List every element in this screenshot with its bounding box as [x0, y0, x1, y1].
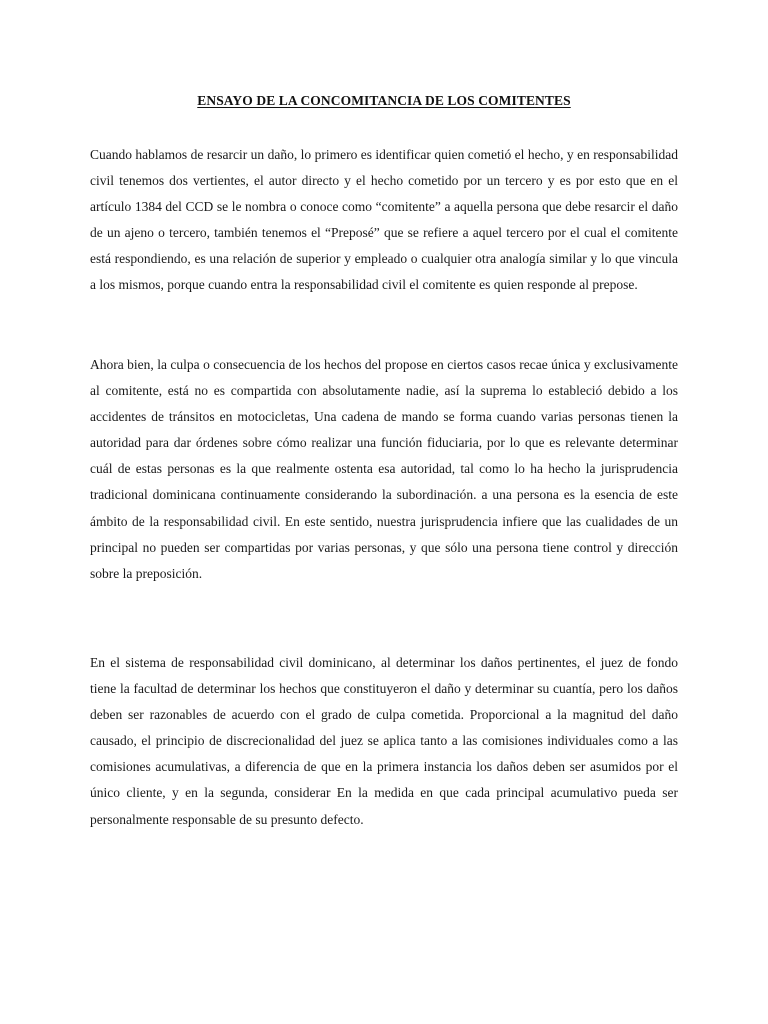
- paragraph-3: En el sistema de responsabilidad civil dominicano, al determinar los daños pertinentes, el juez de fondo tiene la facultad de determinar los hechos que constituyeron el daño y determinar su cuantía, pero los daños deben ser razonables de acuerdo con el grado de culpa cometida. Proporcional a la magnitud del daño causado, el principio de discrecionalidad del juez se aplica tanto a las comisiones individuales como a las comisiones acumulativas, a diferencia de que en la primera instancia los daños deben ser asumidos por el único cliente, y en la segunda, considerar En la medida en que cada principal acumulativo pueda ser personalmente responsable de su presunto defecto.: [90, 655, 678, 827]
- paragraph-1: Cuando hablamos de resarcir un daño, lo primero es identificar quien cometió el hecho, y en responsabilidad civil tenemos dos vertientes, el autor directo y el hecho cometido por un tercero y es por esto que en el artículo 1384 del CCD se le nombra o conoce como “comitente” a aquella persona que debe resarcir el daño de un ajeno o tercero, también tenemos el “Preposé” que se refiere a aquel tercero por el cual el comitente está respondiendo, es una relación de superior y empleado o cualquier otra analogía similar y lo que vincula a los mismos, porque cuando entra la responsabilidad civil el comitente es quien responde al prepose.: [90, 147, 678, 293]
- paragraph-2: Ahora bien, la culpa o consecuencia de los hechos del propose en ciertos casos recae única y exclusivamente al comitente, está no es compartida con absolutamente nadie, así la suprema lo estableció debido a los accidentes de tránsitos en motocicletas, Una cadena de mando se forma cuando varias personas tienen la autoridad para dar órdenes sobre cómo realizar una función fiduciaria, por lo que es relevante determinar cuál de estas personas es la que realmente ostenta esa autoridad, tal como lo ha hecho la jurisprudencia tradicional dominicana continuamente considerando la subordinación. a una persona es la esencia de este ámbito de la responsabilidad civil. En este sentido, nuestra jurisprudencia infiere que las cualidades de un principal no pueden ser compartidas por varias personas, y que sólo una persona tiene control y dirección sobre la preposición.: [90, 357, 678, 581]
- document-title: ENSAYO DE LA CONCOMITANCIA DE LOS COMITENTES: [197, 93, 571, 108]
